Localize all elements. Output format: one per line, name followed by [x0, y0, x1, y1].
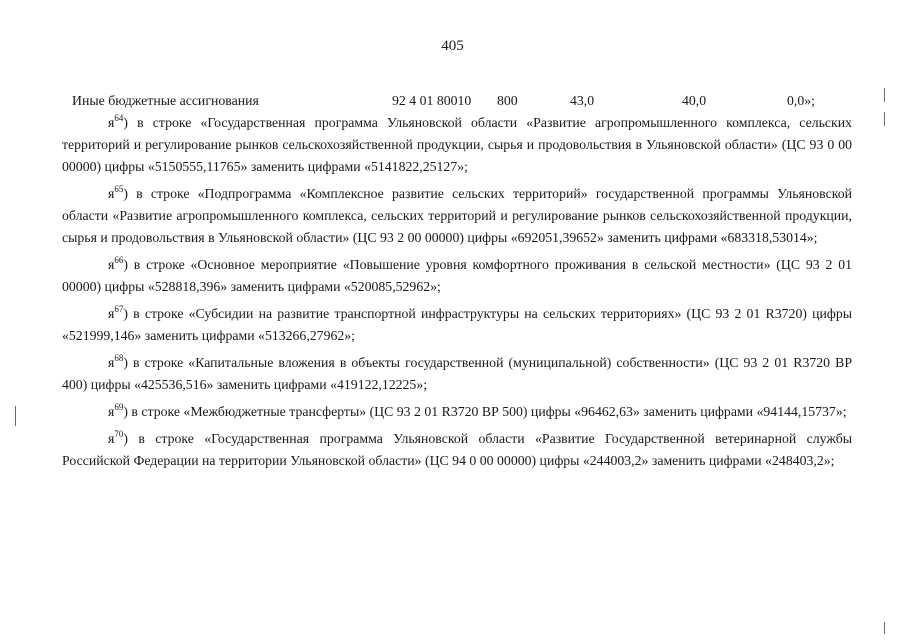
amendment-paragraph-68: [62, 352, 852, 396]
row-value-2: 40,0: [682, 93, 707, 108]
row-value-3: 0,0»;: [787, 93, 815, 108]
item-index: 68: [114, 353, 124, 363]
margin-mark: [884, 622, 885, 634]
paragraph-text: ) в строке «Государственная программа Ульяновской области «Развитие Государственной ветеринарной службы Российской Федерации на территории Ульяновской области» (ЦС 94 0 00 00000) цифры «244003,2» заменить цифрами «248403,2»;: [62, 431, 852, 468]
item-index: 65: [114, 184, 124, 194]
amendment-paragraph-64: [62, 112, 852, 178]
document-body: [62, 90, 852, 477]
item-index: 66: [114, 255, 124, 265]
item-letter: я: [108, 186, 115, 201]
paragraph-text: ) в строке «Основное мероприятие «Повышение уровня комфортного проживания в сельской местности» (ЦС 93 2 01 00000) цифры «528818,396» заменить цифрами «520085,52962»;: [62, 257, 852, 294]
row-value-1: 43,0: [570, 93, 595, 108]
margin-mark: [15, 406, 16, 426]
budget-table-row: [62, 90, 852, 112]
amendment-paragraph-67: [62, 303, 852, 347]
paragraph-text: ) в строке «Капитальные вложения в объекты государственной (муниципальной) собственности» (ЦС 93 2 01 R3720 ВР 400) цифры «425536,516» заменить цифрами «419122,12225»;: [62, 355, 852, 392]
item-letter: я: [108, 404, 115, 419]
item-letter: я: [108, 355, 115, 370]
item-index: 70: [114, 429, 124, 439]
row-target-code: 92 4 01 80010: [392, 93, 472, 108]
item-letter: я: [108, 115, 115, 130]
amendment-paragraph-69: [62, 401, 852, 423]
margin-mark: [884, 88, 885, 102]
item-letter: я: [108, 306, 115, 321]
amendment-paragraph-65: [62, 183, 852, 249]
paragraph-text: ) в строке «Субсидии на развитие транспортной инфраструктуры на сельских территориях» (ЦС 93 2 01 R3720) цифры «521999,146» заменить цифрами «513266,27962»;: [62, 306, 852, 343]
paragraph-text: ) в строке «Подпрограмма «Комплексное развитие сельских территорий» государственной программы Ульяновской области «Развитие агропромышленного комплекса, сельских территорий и регулирование рынков сельскохозяйственной продукции, сырья и продовольствия в Ульяновской области» (ЦС 93 2 00 00000) цифры «692051,39652» заменить цифрами «683318,53014»;: [62, 186, 852, 245]
margin-mark: [884, 112, 885, 126]
item-letter: я: [108, 257, 115, 272]
page-number: 405: [441, 38, 464, 54]
row-expense-type: 800: [497, 93, 518, 108]
item-index: 67: [114, 304, 124, 314]
amendment-paragraph-70: [62, 428, 852, 472]
row-name: Иные бюджетные ассигнования: [72, 93, 259, 108]
paragraph-text: ) в строке «Государственная программа Ульяновской области «Развитие агропромышленного комплекса, сельских территорий и регулирование рынков сельскохозяйственной продукции, сырья и продовольствия в Ульяновской области» (ЦС 93 0 00 00000) цифры «5150555,11765» заменить цифрами «5141822,25127»;: [62, 115, 852, 174]
item-index: 64: [114, 113, 124, 123]
paragraph-text: ) в строке «Межбюджетные трансферты» (ЦС 93 2 01 R3720 ВР 500) цифры «96462,63» заменить цифрами «94144,15737»;: [123, 404, 847, 419]
amendment-paragraph-66: [62, 254, 852, 298]
item-letter: я: [108, 431, 115, 446]
item-index: 69: [114, 402, 124, 412]
